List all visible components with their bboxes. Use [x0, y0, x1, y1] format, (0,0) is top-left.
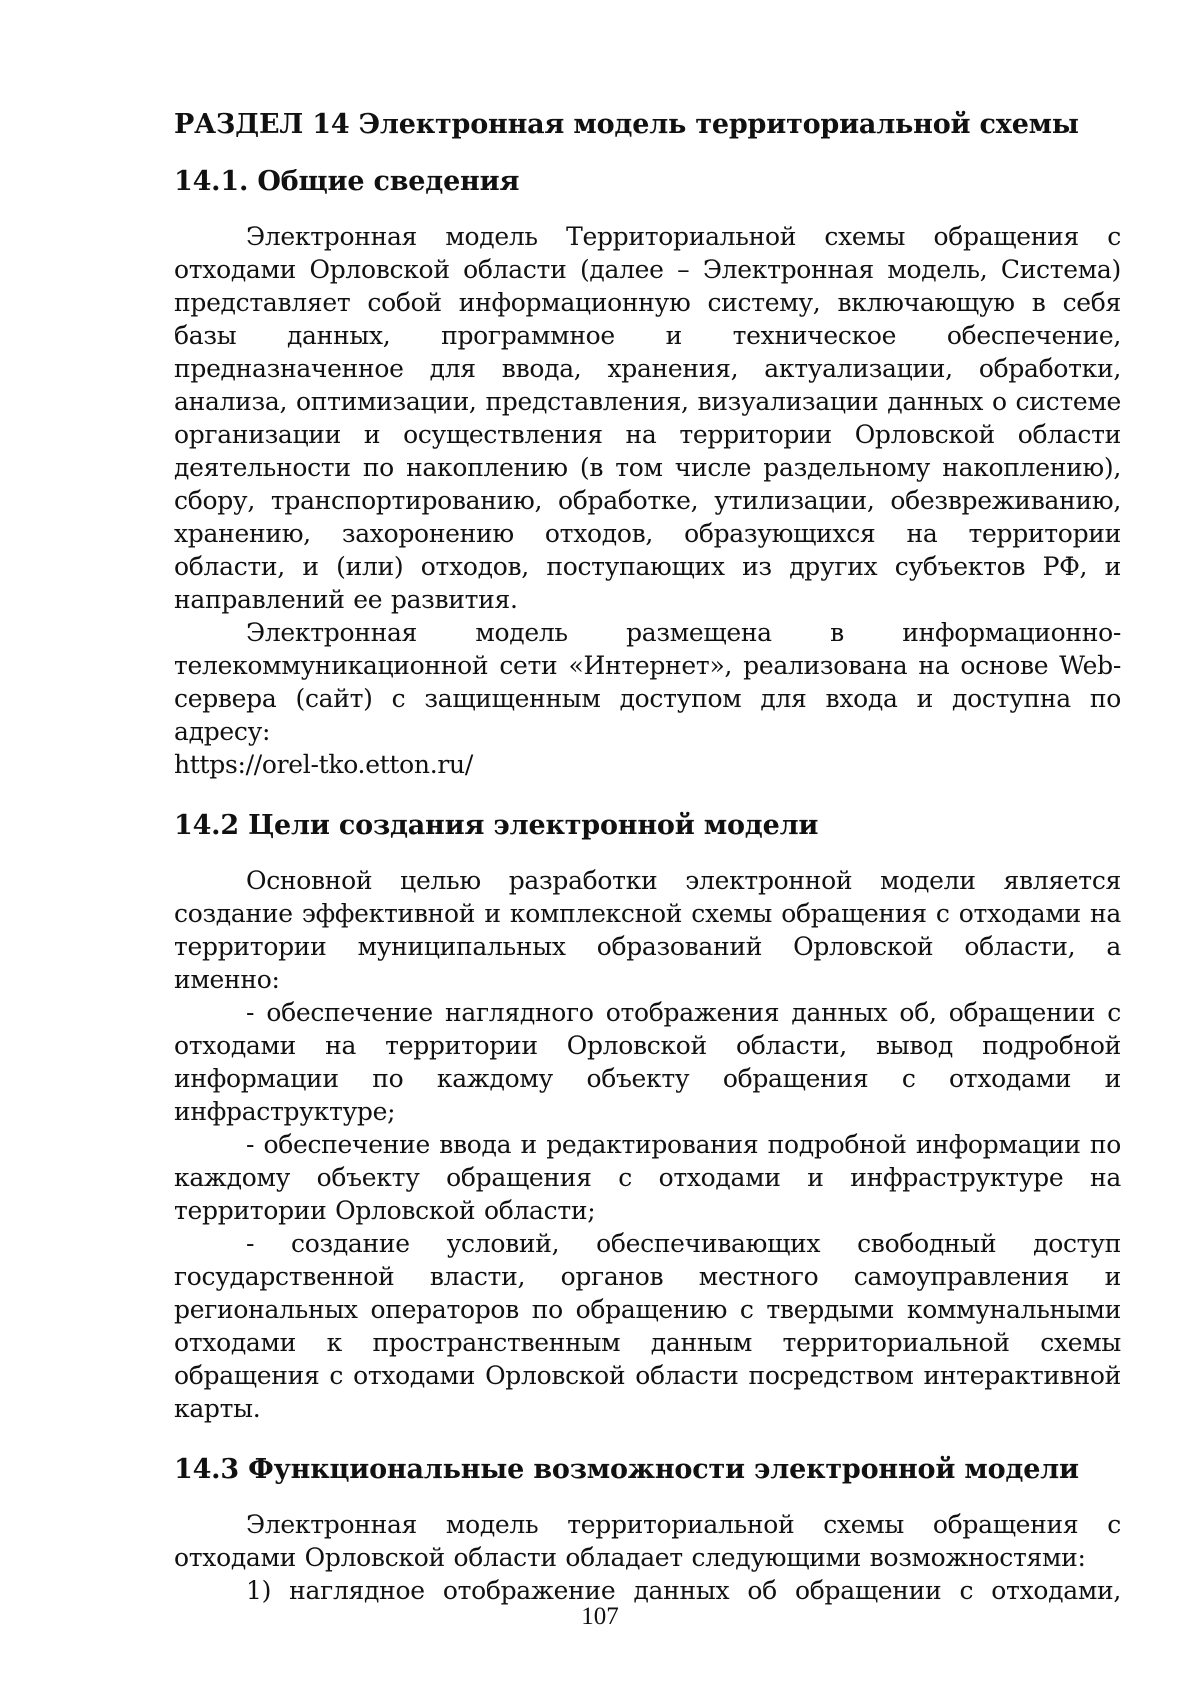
- model-url-link[interactable]: https://orel-tko.etton.ru/: [174, 750, 473, 779]
- paragraph-capabilities-intro: Электронная модель территориальной схемы обращения с отходами Орловской области обладает следующими возможностями:: [174, 1510, 1121, 1572]
- paragraph-general-info: Электронная модель Территориальной схемы обращения с отходами Орловской области (далее – Электронная модель, Система) представляет собой информационную систему, включающую в себя базы данных, программное и техническое обеспечение, предназначенное для ввода, хранения, актуализации, обработки, анализа, оптимизации, представления, визуализации данных о системе организации и осуществления на территории Орловской области деятельности по накоплению (в том числе раздельному накоплению), сбору, транспортированию, обработке, утилизации, обезвреживанию, хранению, захоронению отходов, образующихся на территории области, и (или) отходов, поступающих из других субъектов РФ, и направлений ее развития.: [174, 222, 1121, 614]
- subsection-heading-14-1: 14.1. Общие сведения: [174, 166, 520, 197]
- page-number: 107: [581, 1603, 619, 1630]
- list-item-capability-1: 1) наглядное отображение данных об обращении с отходами,: [246, 1576, 1121, 1605]
- subsection-heading-14-2: 14.2 Цели создания электронной модели: [174, 810, 819, 841]
- section-title: РАЗДЕЛ 14 Электронная модель территориальной схемы: [174, 109, 1079, 140]
- paragraph-url-line: [174, 748, 1121, 781]
- page-content: [174, 108, 1121, 1607]
- list-item-data-input: - обеспечение ввода и редактирования подробной информации по каждому объекту обращения с отходами и инфраструктуре на территории Орловской области;: [174, 1130, 1121, 1225]
- list-item-free-access: - создание условий, обеспечивающих свободный доступ государственной власти, органов местного самоуправления и региональных операторов по обращению с твердыми коммунальными отходами к пространственным данным территориальной схемы обращения с отходами Орловской области посредством интерактивной карты.: [174, 1229, 1121, 1423]
- paragraph-hosting-info: Электронная модель размещена в информационно-телекоммуникационной сети «Интернет», реализована на основе Web-сервера (сайт) с защищенным доступом для входа и доступна по адресу:: [174, 618, 1121, 746]
- paragraph-main-goal: Основной целью разработки электронной модели является создание эффективной и комплексной схемы обращения с отходами на территории муниципальных образований Орловской области, а именно:: [174, 866, 1121, 994]
- subsection-heading-14-3: 14.3 Функциональные возможности электронной модели: [174, 1454, 1079, 1485]
- list-item-visual-display: - обеспечение наглядного отображения данных об, обращении с отходами на территории Орловской области, вывод подробной информации по каждому объекту обращения с отходами и инфраструктуре;: [174, 998, 1121, 1126]
